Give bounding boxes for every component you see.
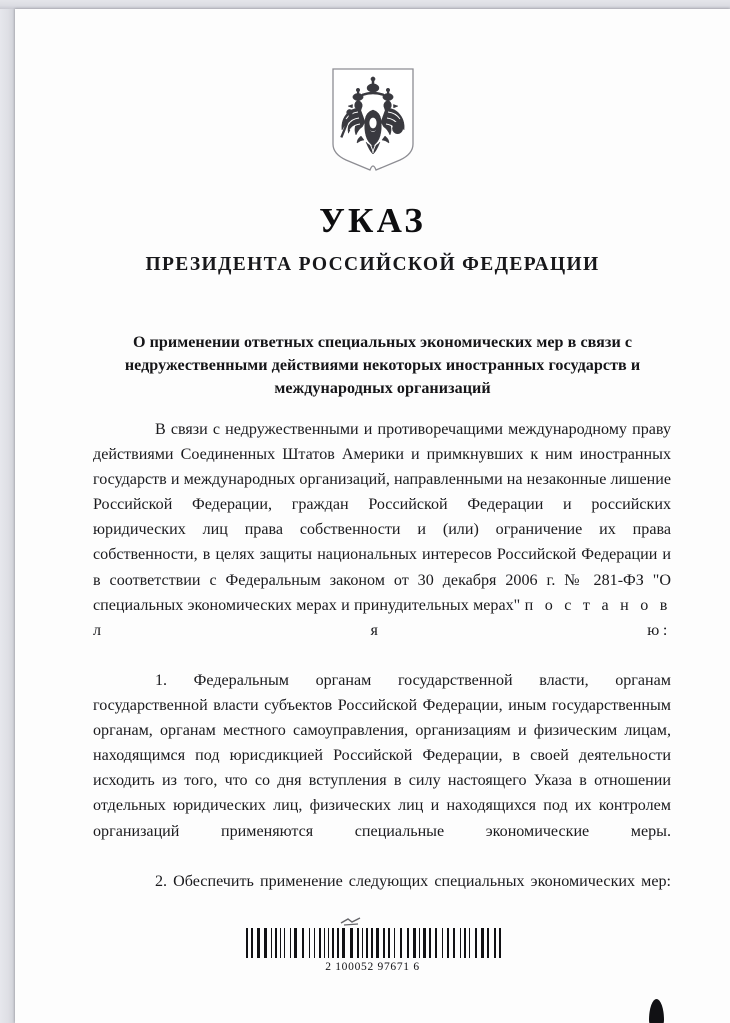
barcode-bars	[246, 928, 502, 958]
emblem-container	[15, 66, 730, 172]
paragraph-item-2: 2. Обеспечить применение следующих специальных экономических мер:	[155, 872, 671, 890]
paragraph-item-1: 1. Федеральным органам государственной власти, органам государственной власти субъектов Российской Федерации, иным государственным органам, органам местного самоуправления, организациям и физическим лицам, находящимся под юрисдикцией Российской Федерации, в своей деятельности исходить из того, что со дня вступления в силу настоящего Указа в отношении отдельных юридических лиц, физических лиц и находящихся под их контролем организаций применяются специальные экономические меры.	[93, 671, 671, 840]
page-gutter-left	[0, 0, 15, 1023]
decree-body	[93, 417, 671, 919]
page-title: УКАЗ	[319, 201, 426, 240]
page-subtitle: ПРЕЗИДЕНТА РОССИЙСКОЙ ФЕДЕРАЦИИ	[145, 254, 600, 275]
page-gutter-top	[0, 0, 730, 9]
scan-edge-artifact	[649, 999, 664, 1023]
coat-of-arms-icon	[330, 66, 416, 172]
printer-mark-icon	[340, 917, 362, 926]
preamble-text: В связи с недружественными и противоречащими международному праву действиями Соединенных Штатов Америки и примкнувших к ним иностранных государств и международных организаций, направленными на незаконные лишение Российской Федерации, граждан Российской Федерации и российских юридических лиц права собственности и (или) ограничение их права собственности, в целях защиты национальных интересов Российской Федерации и в соответствии с Федеральным законом от 30 декабря 2006 г. № 281-ФЗ "О специальных экономических мерах и принудительных мерах"	[93, 421, 671, 614]
decree-heading: О применении ответных специальных экономических мер в связи с недружественными действиями некоторых иностранных государств и международных организаций	[124, 334, 641, 398]
barcode-number: 2 100052 97671 6	[325, 961, 420, 973]
paragraph-preamble	[93, 417, 671, 668]
barcode-block	[15, 917, 730, 973]
decree-verb: п о с т а н о в л я ю:	[93, 596, 672, 639]
document-page	[15, 9, 730, 1023]
